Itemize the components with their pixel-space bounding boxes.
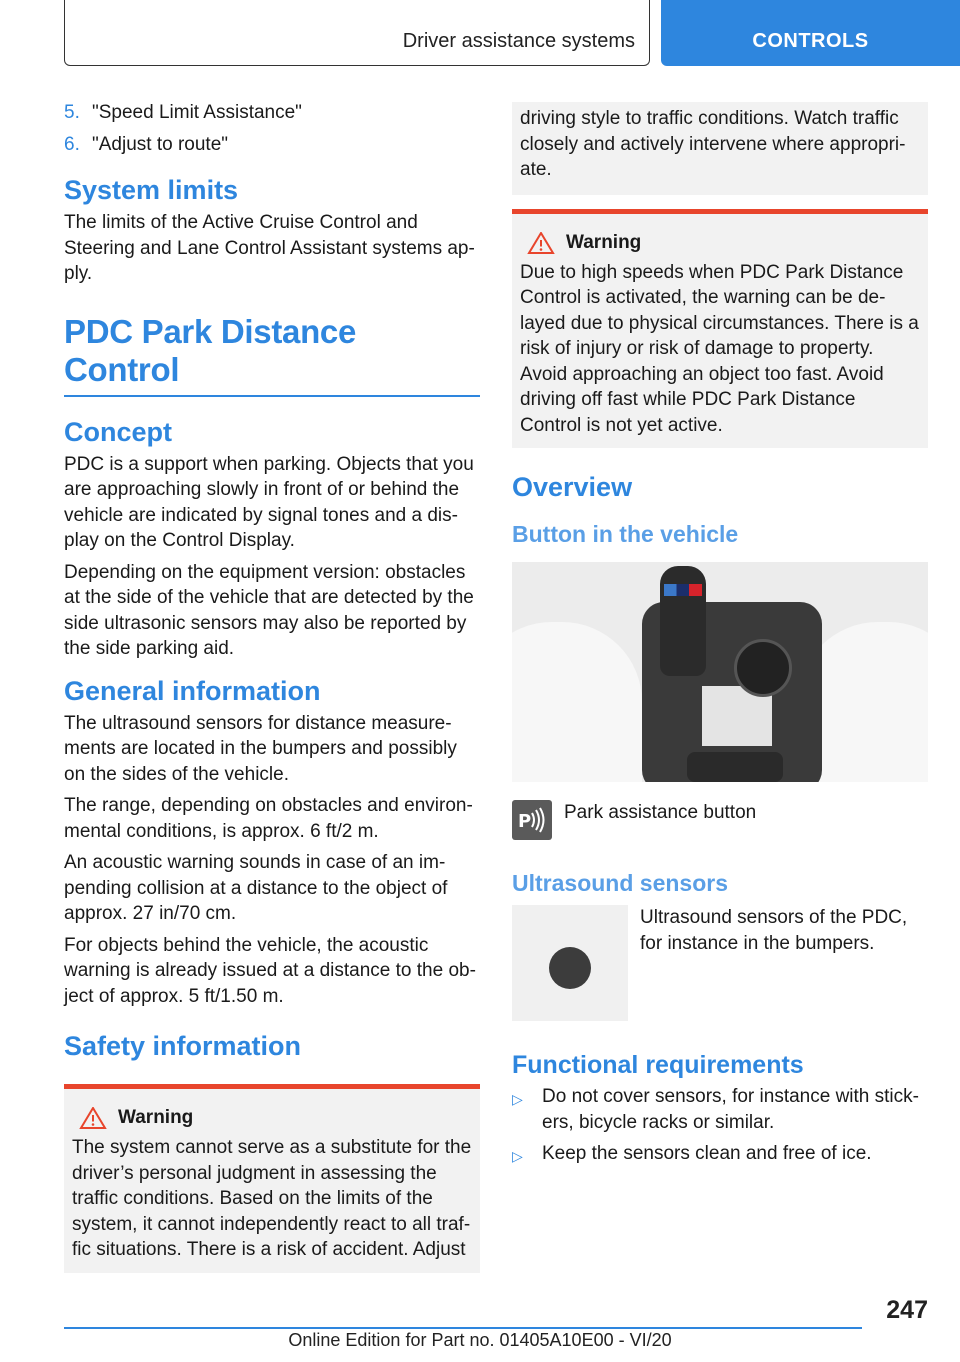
general-info-paragraph: For objects behind the vehicle, the acoustic warning is already issued at a distance to the object of approx. 5 ft/1.50 m. bbox=[64, 934, 476, 1007]
center-console-photo bbox=[512, 562, 928, 782]
park-assist-label: Park assistance button bbox=[564, 802, 757, 823]
warning-icon bbox=[78, 1107, 108, 1129]
right-column bbox=[512, 102, 928, 1176]
warning-label: Warning bbox=[566, 231, 642, 253]
list-text: Do not cover sensors, for instance with stickers, bicycle racks or similar. bbox=[542, 1086, 919, 1133]
seat-left bbox=[512, 622, 642, 782]
warning-text: The system cannot serve as a substitute for the driver’s personal judgment in assessing the traffic conditions. Based on the limits of the system, it cannot independently react to all traffic situations. There is a risk of accident. Adjust bbox=[72, 1137, 472, 1260]
warning-box bbox=[512, 209, 928, 449]
list-item bbox=[64, 132, 480, 158]
safety-info-heading: Safety information bbox=[64, 1031, 302, 1061]
button-heading: Button in the vehicle bbox=[512, 521, 739, 547]
idrive-controller bbox=[734, 639, 792, 697]
general-info-paragraph: An acoustic warning sounds in case of an impending collision at a distance to the object of approx. 27 in/70 cm. bbox=[64, 852, 448, 924]
gear-selector bbox=[660, 566, 706, 676]
footer-edition: Online Edition for Part no. 01405A10E00 - VI/20 bbox=[288, 1330, 672, 1350]
list-text: Keep the sensors clean and free of ice. bbox=[542, 1143, 872, 1164]
list-text: "Speed Limit Assistance" bbox=[92, 102, 302, 123]
functional-heading: Functional requirements bbox=[512, 1051, 804, 1079]
page-number: 247 bbox=[886, 1296, 928, 1324]
chapter-heading: PDC Park Distance Control bbox=[64, 313, 480, 397]
numbered-list bbox=[64, 100, 480, 157]
warning-title bbox=[520, 232, 920, 254]
warning-icon bbox=[526, 232, 556, 254]
functional-list bbox=[512, 1084, 928, 1170]
list-text: "Adjust to route" bbox=[92, 133, 229, 155]
concept-paragraph: Depending on the equipment version: obstacles at the side of the vehicle that are detected by the side ultrasonic sensors may also be reported by the side parking aid. bbox=[64, 561, 474, 659]
concept-heading: Concept bbox=[64, 416, 172, 447]
ultrasound-row bbox=[512, 905, 928, 1021]
concept-paragraph: PDC is a support when parking. Objects that you are approaching slowly in front of or behind the vehicle are indicated by signal tones and a display on the Control Display. bbox=[64, 453, 474, 551]
warning-box-continued bbox=[512, 102, 928, 195]
warning-label: Warning bbox=[118, 1107, 194, 1128]
header-section-box bbox=[64, 0, 650, 66]
warning-title bbox=[72, 1107, 472, 1129]
system-limits-heading: System limits bbox=[64, 175, 239, 205]
ultrasound-heading: Ultrasound sensors bbox=[512, 870, 728, 896]
sensor-icon bbox=[549, 947, 591, 989]
list-item bbox=[64, 100, 480, 126]
warning-text: driving style to traffic conditions. Watch traffic closely and actively intervene where appropriate. bbox=[520, 108, 906, 180]
list-number: 5. bbox=[64, 102, 80, 123]
list-item bbox=[512, 1141, 928, 1170]
triangle-bullet-icon: ▷ bbox=[512, 1148, 523, 1164]
warning-text: Due to high speeds when PDC Park Distance Control is activated, the warning can be delayed due to physical circumstances. There is a risk of injury or risk of damage to property. Avoid approaching an object too fast. Avoid driving off fast while PDC Park Distance Control is not yet active. bbox=[520, 261, 919, 436]
park-assist-legend bbox=[512, 800, 928, 840]
list-number: 6. bbox=[64, 133, 80, 155]
list-item bbox=[512, 1084, 928, 1135]
header-chapter-title: CONTROLS bbox=[752, 30, 869, 52]
ultrasound-text: Ultrasound sensors of the PDC, for instance in the bumpers. bbox=[640, 907, 908, 954]
left-column bbox=[64, 100, 480, 1273]
general-info-paragraph: The range, depending on obstacles and environmental conditions, is approx. 6 ft/2 m. bbox=[64, 795, 473, 842]
header-section-title: Driver assistance systems bbox=[402, 30, 635, 52]
triangle-bullet-icon: ▷ bbox=[512, 1091, 523, 1107]
general-info-heading: General information bbox=[64, 675, 321, 706]
system-limits-text: The limits of the Active Cruise Control and Steering and Lane Control Assistant systems apply. bbox=[64, 212, 475, 284]
park-assist-icon bbox=[512, 800, 552, 840]
ultrasound-sensor-image bbox=[512, 905, 628, 1021]
warning-box bbox=[64, 1084, 480, 1273]
footer-divider bbox=[64, 1327, 862, 1329]
overview-heading: Overview bbox=[512, 472, 633, 502]
console-lower-panel bbox=[687, 752, 783, 782]
svg-text:P: P bbox=[518, 811, 532, 832]
m-logo bbox=[664, 584, 702, 596]
header-chapter-tab bbox=[661, 0, 960, 66]
general-info-paragraph: The ultrasound sensors for distance measurements are located in the bumpers and possibly on the sides of the vehicle. bbox=[64, 712, 457, 785]
